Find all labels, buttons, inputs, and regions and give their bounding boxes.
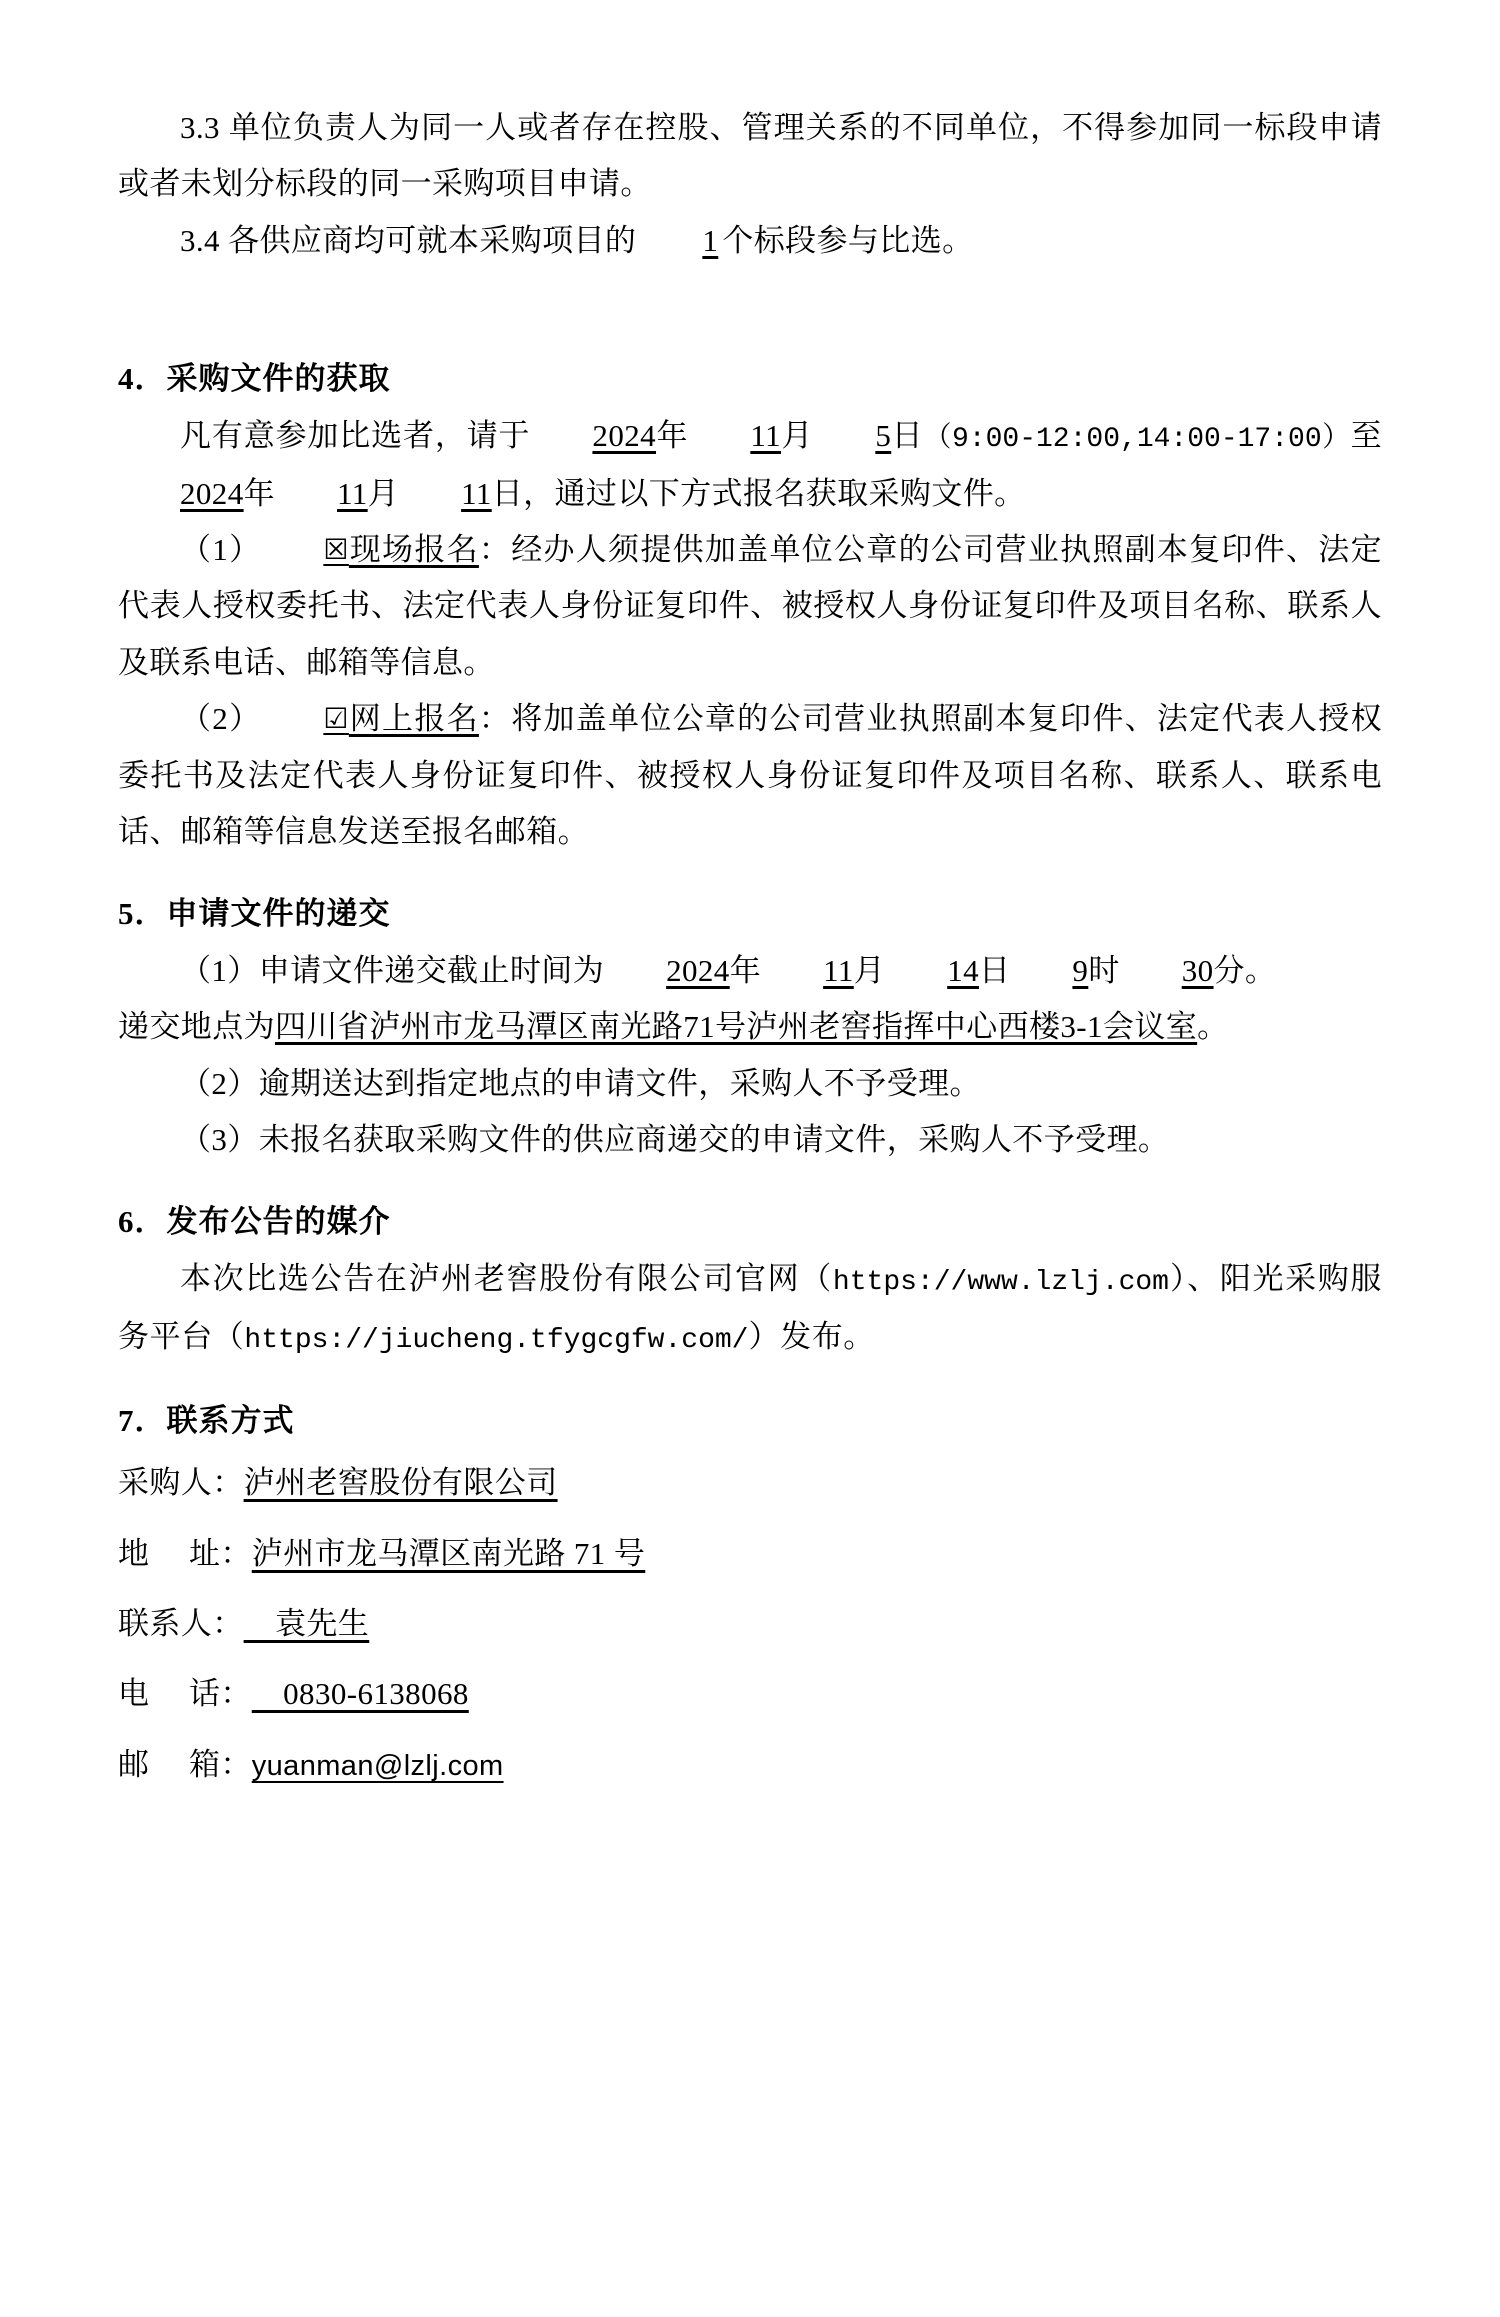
- section-6-heading: [118, 1194, 1382, 1250]
- clause-3-3: 3.3 单位负责人为同一人或者存在控股、管理关系的不同单位，不得参加同一标段申请或者未划分标段的同一采购项目申请。: [118, 110, 1382, 202]
- deadline-hour: 9: [1072, 952, 1089, 988]
- contact-person-value: 袁先生: [243, 1605, 370, 1641]
- official-website-url[interactable]: https://www.lzlj.com: [832, 1266, 1169, 1298]
- submission-place-value: 四川省泸州市龙马潭区南光路71号泸州老窖指挥中心西楼3-1会议室: [275, 1009, 1198, 1045]
- section-5-place: [118, 999, 1382, 1055]
- phone-value: 0830-6138068: [251, 1676, 469, 1712]
- purchaser-value: 泸州老窖股份有限公司: [243, 1465, 558, 1501]
- section-4-intro-prefix: 凡有意参加比选者，请于: [180, 417, 531, 453]
- contact-row-email: [118, 1737, 1382, 1793]
- section-4-intro-mid: 至: [1350, 417, 1382, 453]
- contact-row-address: [118, 1526, 1382, 1582]
- end-day: 11: [461, 475, 492, 511]
- item-1-number: （1）: [180, 531, 262, 567]
- end-year: 2024: [180, 475, 244, 511]
- onsite-registration-text: ：经办人须提供加盖单位公章的公司营业执照副本复印件、法定代表人授权委托书、法定代表人身份证复印件、被授权人身份证复印件及项目名称、联系人及联系电话、邮箱等信息。: [118, 531, 1382, 680]
- section-5-item-2: （2）逾期送达到指定地点的申请文件，采购人不予受理。: [180, 1065, 981, 1101]
- section-6-text: [118, 1251, 1382, 1367]
- online-registration-checkbox[interactable]: ☑: [323, 702, 349, 736]
- contact-row-purchaser: [118, 1455, 1382, 1511]
- deadline-minute: 30: [1181, 952, 1214, 988]
- unit-year-1: 年: [656, 417, 689, 453]
- section-4-item-2: [118, 691, 1382, 860]
- online-registration-label: 网上报名: [348, 701, 479, 737]
- unit-day-1: 日: [891, 417, 924, 453]
- deadline-year: 2024: [666, 952, 730, 988]
- address-value: 泸州市龙马潭区南光路 71 号: [251, 1535, 646, 1571]
- spacer: [118, 269, 1382, 325]
- address-label: 地 址：: [118, 1535, 252, 1571]
- unit-month-3: 月: [853, 952, 886, 988]
- media-text-2: ）、阳光采购服务平台（: [118, 1260, 1383, 1354]
- section-4-number: 4．: [118, 361, 167, 397]
- section-7-title: 联系方式: [166, 1402, 295, 1438]
- section-4-intro: [118, 408, 1382, 522]
- media-text-1: 本次比选公告在泸州老窖股份有限公司官网（: [180, 1260, 833, 1296]
- contact-block: [118, 1455, 1382, 1793]
- document-body: [118, 100, 1382, 1793]
- item-2-number: （2）: [180, 701, 262, 737]
- submission-deadline-prefix: 申请文件递交截止时间为: [258, 952, 605, 988]
- start-day: 5: [875, 417, 892, 453]
- section-7-heading: [118, 1393, 1382, 1449]
- deadline-day: 14: [947, 952, 979, 988]
- unit-hour: 时: [1088, 952, 1120, 988]
- deadline-month: 11: [823, 952, 854, 988]
- clause-3-4-lot-count: 1: [702, 222, 719, 258]
- email-value[interactable]: yuanman@lzlj.com: [251, 1749, 504, 1782]
- purchaser-label: 采购人：: [118, 1465, 244, 1501]
- section-6-title: 发布公告的媒介: [166, 1204, 391, 1240]
- section-5-heading: [118, 886, 1382, 942]
- unit-year-3: 年: [729, 952, 762, 988]
- section-4-title: 采购文件的获取: [166, 361, 391, 397]
- section-4-intro-suffix: 日，通过以下方式报名获取采购文件。: [491, 475, 1026, 511]
- section-6-number: 6．: [118, 1204, 167, 1240]
- clause-3-4-prefix: 3.4 各供应商均可就本采购项目的: [180, 222, 637, 258]
- section-5-item-3: （3）未报名获取采购文件的供应商递交的申请文件，采购人不予受理。: [180, 1122, 1170, 1158]
- unit-month-2: 月: [367, 475, 400, 511]
- section-4-item-1: [118, 522, 1382, 691]
- procurement-platform-url[interactable]: https://jiucheng.tfygcgfw.com/: [244, 1324, 749, 1356]
- clause-3-4: [118, 213, 1382, 269]
- section-5-title: 申请文件的递交: [166, 896, 391, 932]
- start-month: 11: [750, 417, 781, 453]
- unit-minute: 分。: [1213, 952, 1277, 988]
- start-year: 2024: [592, 417, 657, 453]
- media-text-3: ）发布。: [748, 1318, 875, 1354]
- unit-month-1: 月: [781, 417, 814, 453]
- end-month: 11: [337, 475, 368, 511]
- contact-row-person: [118, 1596, 1382, 1652]
- section-5-number: 5．: [118, 896, 167, 932]
- onsite-registration-checkbox[interactable]: ☒: [323, 532, 349, 566]
- contact-row-phone: [118, 1666, 1382, 1722]
- section-7-number: 7．: [118, 1402, 167, 1438]
- place-prefix: 递交地点为: [118, 1009, 275, 1045]
- section-5-item-1: [118, 943, 1382, 999]
- place-suffix: 。: [1197, 1009, 1229, 1045]
- section-4-heading: [118, 351, 1382, 407]
- unit-day-3: 日: [979, 952, 1011, 988]
- contact-person-label: 联系人：: [118, 1605, 244, 1641]
- onsite-registration-label: 现场报名: [348, 531, 479, 567]
- phone-label: 电 话：: [118, 1676, 252, 1712]
- email-label: 邮 箱：: [118, 1746, 252, 1782]
- online-registration-text: ：将加盖单位公章的公司营业执照副本复印件、法定代表人授权委托书及法定代表人身份证复印件、被授权人身份证复印件及项目名称、联系人、联系电话、邮箱等信息发送至报名邮箱。: [118, 701, 1382, 850]
- submission-item-number: （1）: [180, 952, 259, 988]
- clause-3-4-suffix: 个标段参与比选。: [722, 222, 974, 258]
- unit-year-2: 年: [243, 475, 276, 511]
- pickup-time-range: （9:00-12:00,14:00-17:00）: [923, 423, 1351, 455]
